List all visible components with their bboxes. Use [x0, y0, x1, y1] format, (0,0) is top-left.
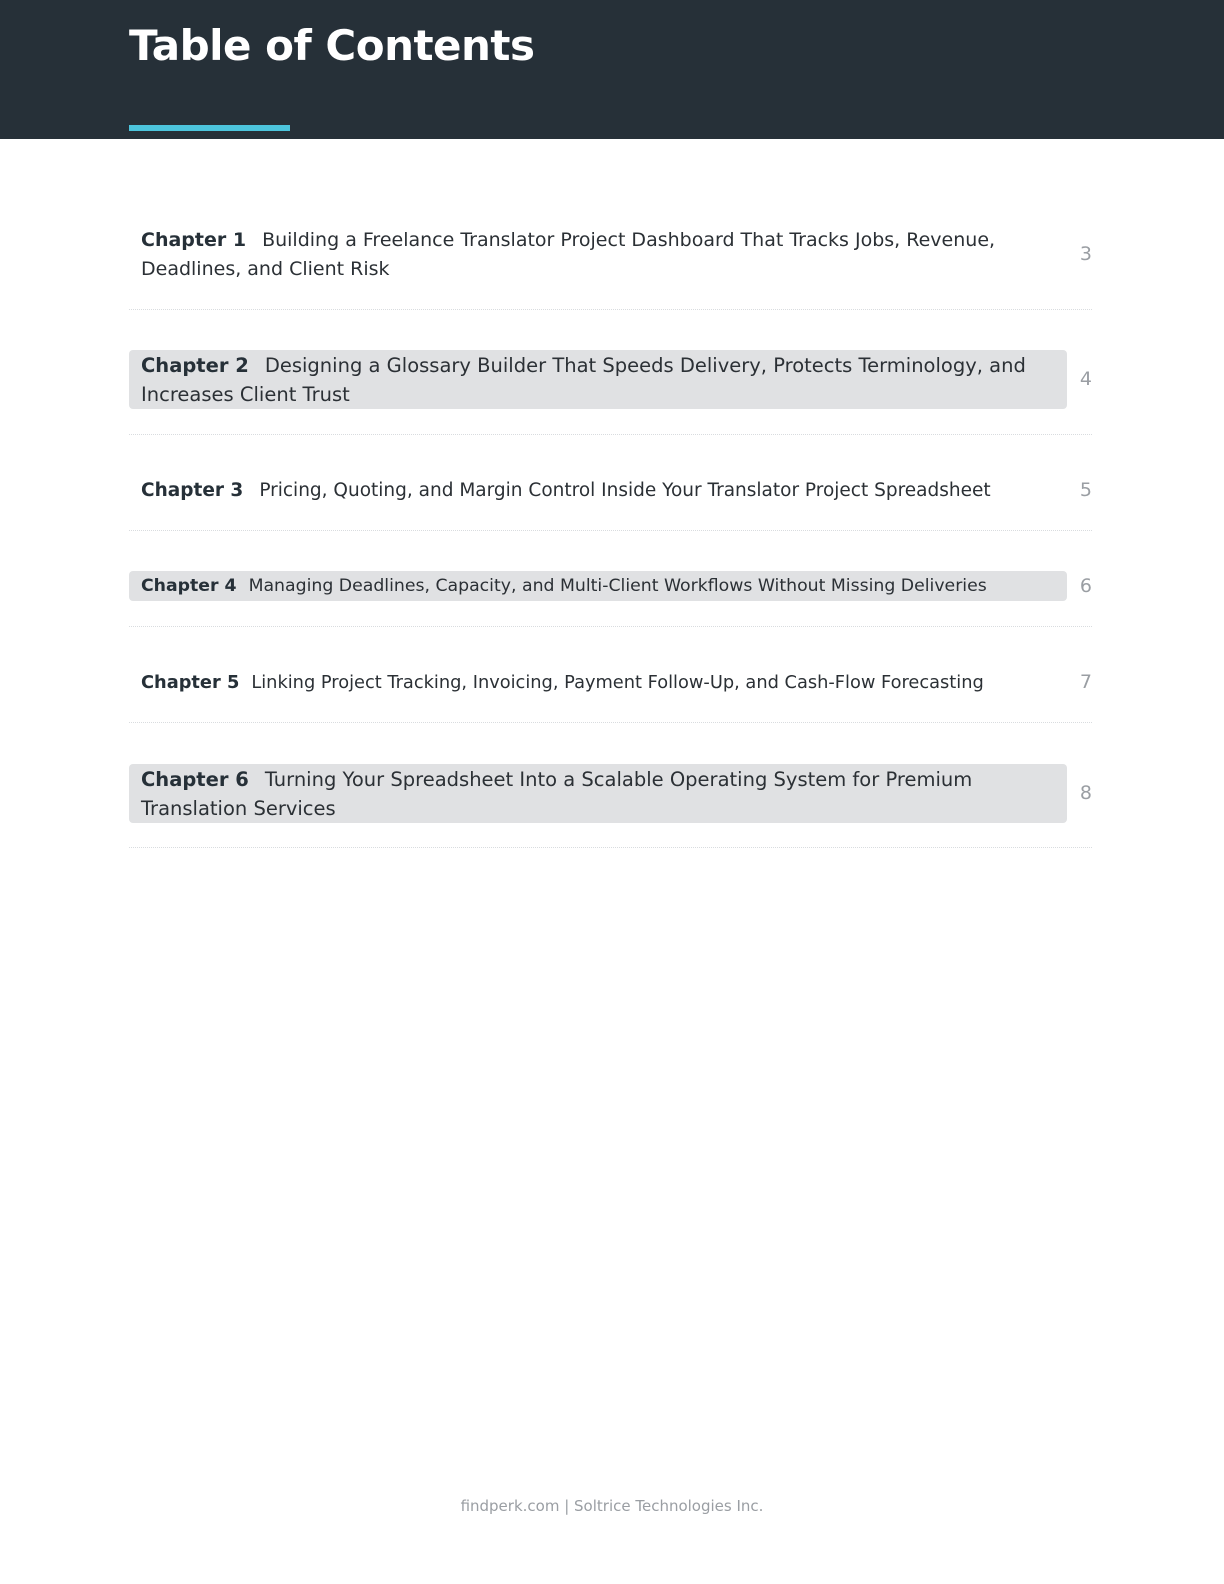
toc-divider — [129, 309, 1092, 310]
page-header — [0, 0, 1224, 139]
chapter-label: Chapter 1 — [141, 229, 247, 251]
page-title: Table of Contents — [129, 21, 535, 70]
chapter-title: Managing Deadlines, Capacity, and Multi-Client Workflows Without Missing Deliveries — [248, 576, 987, 596]
page-number: 4 — [1079, 368, 1092, 390]
toc-divider — [129, 530, 1092, 531]
page-number: 3 — [1079, 243, 1092, 265]
chapter-label: Chapter 2 — [141, 354, 249, 377]
toc-entry-text — [129, 764, 1067, 823]
page-number: 6 — [1079, 575, 1092, 597]
chapter-title: Building a Freelance Translator Project Dashboard That Tracks Jobs, Revenue, Deadlines, and Client Risk — [141, 229, 996, 280]
toc-divider — [129, 847, 1092, 848]
chapter-title: Pricing, Quoting, and Margin Control Inside Your Translator Project Spreadsheet — [259, 480, 991, 501]
chapter-title: Linking Project Tracking, Invoicing, Payment Follow-Up, and Cash-Flow Forecasting — [251, 672, 984, 693]
toc-divider — [129, 626, 1092, 627]
toc-entry-text — [129, 571, 1067, 601]
chapter-label: Chapter 3 — [141, 480, 244, 501]
page-footer: findperk.com | Soltrice Technologies Inc. — [460, 1497, 764, 1515]
toc-entry-text — [129, 476, 1092, 505]
chapter-label: Chapter 5 — [141, 672, 240, 693]
chapter-label: Chapter 6 — [141, 768, 249, 791]
page-number: 8 — [1079, 782, 1092, 804]
toc-entry-text — [129, 350, 1067, 409]
toc-entry-text — [129, 668, 1092, 697]
chapter-label: Chapter 4 — [141, 576, 237, 596]
toc-divider — [129, 722, 1092, 723]
page-number: 7 — [1079, 671, 1092, 693]
chapter-title: Turning Your Spreadsheet Into a Scalable Operating System for Premium Translation Services — [141, 768, 973, 820]
page-number: 5 — [1079, 479, 1092, 501]
toc-divider — [129, 434, 1092, 435]
toc-entry-text — [129, 226, 1067, 284]
chapter-title: Designing a Glossary Builder That Speeds Delivery, Protects Terminology, and Increases Client Trust — [141, 354, 1026, 406]
title-accent-bar — [129, 125, 290, 131]
